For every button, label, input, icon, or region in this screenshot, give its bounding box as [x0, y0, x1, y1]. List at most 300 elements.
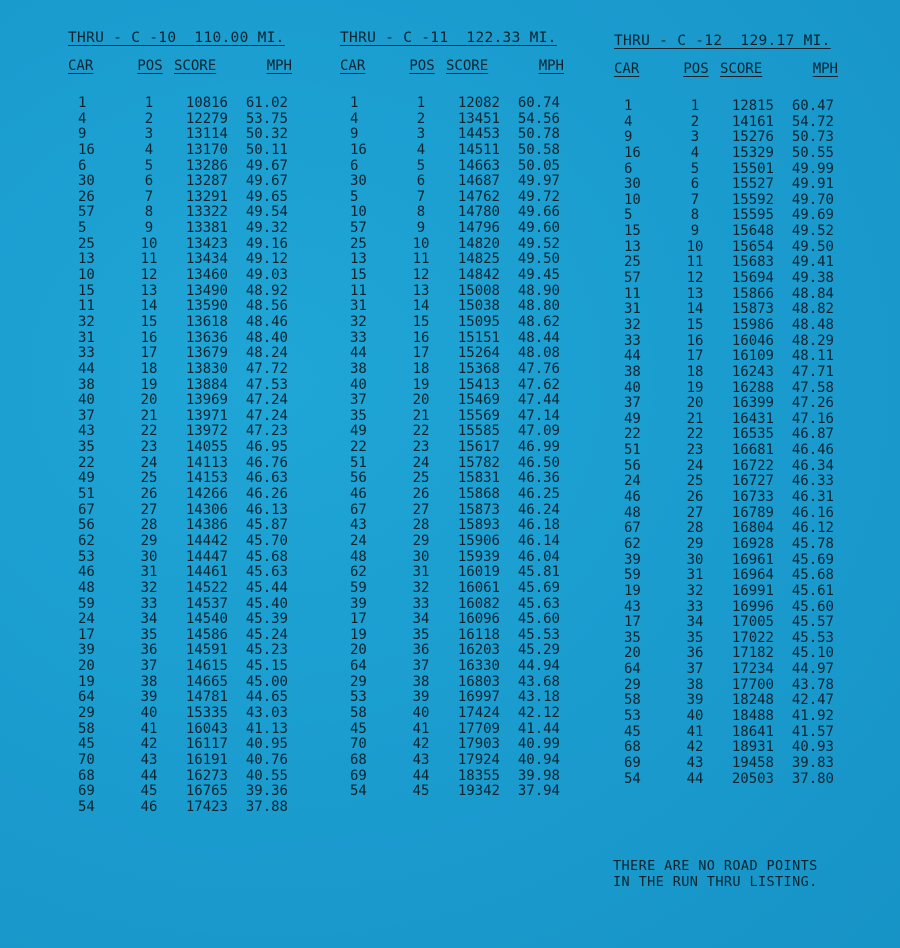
mph-cell: 40.94 — [517, 751, 560, 768]
score-cell: 18641 — [731, 723, 774, 740]
car-number-cell: 17 — [78, 626, 95, 643]
score-cell: 15329 — [731, 144, 774, 161]
car-number-cell: 35 — [350, 407, 367, 424]
mph-cell: 49.67 — [245, 157, 288, 174]
mph-cell: 46.14 — [517, 532, 560, 549]
score-cell: 13971 — [185, 407, 228, 424]
table-row — [68, 800, 292, 816]
score-cell: 13287 — [185, 173, 228, 190]
score-cell: 16243 — [731, 363, 774, 380]
car-number-cell: 25 — [78, 235, 95, 252]
position-cell: 15 — [686, 316, 704, 333]
score-cell: 16681 — [731, 442, 774, 459]
score-cell: 13114 — [185, 126, 228, 143]
mph-cell: 49.16 — [245, 235, 288, 252]
mph-cell: 45.69 — [791, 551, 834, 568]
table-row — [68, 268, 292, 284]
table-row — [68, 534, 292, 550]
mph-cell: 49.52 — [517, 235, 560, 252]
score-cell: 15592 — [731, 191, 774, 208]
car-number-cell: 38 — [350, 360, 367, 377]
car-number-cell: 5 — [350, 188, 359, 205]
header-pos: POS — [137, 58, 163, 74]
car-number-cell: 19 — [350, 626, 367, 643]
car-number-cell: 11 — [78, 298, 95, 315]
column-headers — [340, 58, 564, 96]
table-row — [614, 255, 838, 271]
table-row — [68, 127, 292, 143]
score-cell: 15038 — [457, 298, 500, 315]
position-cell: 22 — [686, 426, 704, 443]
score-cell: 16118 — [457, 626, 500, 643]
footnote-line-1: THERE ARE NO ROAD POINTS — [613, 858, 818, 874]
mph-cell: 48.29 — [791, 332, 834, 349]
car-number-cell: 1 — [78, 95, 87, 111]
score-cell: 18488 — [731, 707, 774, 724]
position-cell: 17 — [686, 348, 704, 365]
car-number-cell: 54 — [78, 798, 95, 815]
mph-cell: 48.24 — [245, 345, 288, 362]
score-cell: 15831 — [457, 470, 500, 487]
car-number-cell: 46 — [624, 489, 641, 506]
car-number-cell: 64 — [350, 658, 367, 675]
car-number-cell: 68 — [350, 751, 367, 768]
position-cell: 25 — [140, 470, 158, 487]
footnote-line-2: IN THE RUN THRU LISTING. — [613, 874, 818, 890]
car-number-cell: 31 — [350, 298, 367, 315]
score-cell: 14113 — [185, 454, 228, 471]
mph-cell: 40.93 — [791, 739, 834, 756]
car-number-cell: 16 — [78, 141, 95, 158]
car-number-cell: 54 — [350, 783, 367, 800]
mph-cell: 47.14 — [517, 407, 560, 424]
mph-cell: 45.60 — [517, 611, 560, 628]
table-row — [614, 271, 838, 287]
position-cell: 21 — [412, 407, 430, 424]
car-number-cell: 13 — [350, 251, 367, 268]
score-cell: 16733 — [731, 489, 774, 506]
score-cell: 16961 — [731, 551, 774, 568]
score-cell: 13322 — [185, 204, 228, 221]
table-row — [614, 396, 838, 412]
position-cell: 5 — [416, 157, 426, 174]
mph-cell: 49.67 — [245, 173, 288, 190]
mph-cell: 41.92 — [791, 707, 834, 724]
car-number-cell: 30 — [350, 173, 367, 190]
mph-cell: 48.46 — [245, 313, 288, 330]
mph-cell: 47.24 — [245, 392, 288, 409]
mph-cell: 45.70 — [245, 532, 288, 549]
car-number-cell: 33 — [350, 329, 367, 346]
position-cell: 29 — [412, 532, 430, 549]
header-score: SCORE — [720, 61, 763, 77]
score-cell: 12082 — [457, 95, 500, 111]
score-cell: 15095 — [457, 313, 500, 330]
table-row — [68, 581, 292, 597]
table-row — [68, 252, 292, 268]
mph-cell: 45.63 — [245, 564, 288, 581]
car-number-cell: 32 — [350, 313, 367, 330]
table-row — [340, 581, 564, 597]
position-cell: 45 — [140, 783, 158, 800]
score-cell: 14615 — [185, 658, 228, 675]
mph-cell: 47.09 — [517, 423, 560, 440]
mph-cell: 49.54 — [245, 204, 288, 221]
mph-cell: 47.16 — [791, 410, 834, 427]
table-row — [614, 568, 838, 584]
table-row — [68, 205, 292, 221]
table-row — [68, 440, 292, 456]
mph-cell: 45.00 — [245, 673, 288, 690]
table-row — [68, 174, 292, 190]
position-cell: 42 — [686, 739, 704, 756]
position-cell: 37 — [140, 658, 158, 675]
position-cell: 31 — [140, 564, 158, 581]
mph-cell: 47.62 — [517, 376, 560, 393]
score-cell: 16203 — [457, 642, 500, 659]
position-cell: 19 — [412, 376, 430, 393]
table-row — [340, 784, 564, 800]
table-row — [68, 753, 292, 769]
position-cell: 13 — [686, 285, 704, 302]
car-number-cell: 45 — [78, 736, 95, 753]
position-cell: 29 — [686, 535, 704, 552]
score-cell: 17424 — [457, 704, 500, 721]
mph-cell: 48.82 — [791, 301, 834, 318]
table-row — [614, 224, 838, 240]
score-cell: 18248 — [731, 692, 774, 709]
mph-cell: 39.98 — [517, 767, 560, 784]
mph-cell: 61.02 — [245, 95, 288, 111]
score-cell: 16431 — [731, 410, 774, 427]
car-number-cell: 13 — [78, 251, 95, 268]
car-number-cell: 59 — [78, 595, 95, 612]
score-cell: 13170 — [185, 141, 228, 158]
position-cell: 30 — [686, 551, 704, 568]
car-number-cell: 49 — [350, 423, 367, 440]
car-number-cell: 16 — [350, 141, 367, 158]
score-cell: 16330 — [457, 658, 500, 675]
car-number-cell: 53 — [78, 548, 95, 565]
position-cell: 42 — [140, 736, 158, 753]
car-number-cell: 48 — [78, 579, 95, 596]
car-number-cell: 44 — [78, 360, 95, 377]
car-number-cell: 4 — [350, 110, 359, 127]
position-cell: 16 — [686, 332, 704, 349]
position-cell: 16 — [412, 329, 430, 346]
position-cell: 40 — [412, 704, 430, 721]
mph-cell: 49.97 — [517, 173, 560, 190]
position-cell: 15 — [412, 313, 430, 330]
table-row — [68, 471, 292, 487]
mph-cell: 60.74 — [517, 95, 560, 111]
mph-cell: 46.50 — [517, 454, 560, 471]
mph-cell: 45.23 — [245, 642, 288, 659]
table-row — [68, 362, 292, 378]
score-cell: 14781 — [185, 689, 228, 706]
car-number-cell: 48 — [350, 548, 367, 565]
table-row — [340, 331, 564, 347]
table-row — [614, 287, 838, 303]
table-row — [614, 349, 838, 365]
car-number-cell: 22 — [624, 426, 641, 443]
mph-cell: 45.60 — [791, 598, 834, 615]
results-table-c10 — [68, 30, 292, 815]
table-row — [614, 115, 838, 131]
score-cell: 16765 — [185, 783, 228, 800]
score-cell: 16082 — [457, 595, 500, 612]
mph-cell: 49.38 — [791, 270, 834, 287]
position-cell: 27 — [686, 504, 704, 521]
table-row — [614, 412, 838, 428]
score-cell: 15868 — [457, 486, 500, 503]
car-number-cell: 24 — [78, 611, 95, 628]
score-cell: 15527 — [731, 176, 774, 193]
mph-cell: 45.68 — [791, 567, 834, 584]
car-number-cell: 15 — [624, 223, 641, 240]
score-cell: 16928 — [731, 535, 774, 552]
header-score: SCORE — [174, 58, 217, 74]
mph-cell: 48.92 — [245, 282, 288, 299]
car-number-cell: 40 — [78, 392, 95, 409]
car-number-cell: 15 — [78, 282, 95, 299]
table-row — [68, 737, 292, 753]
table-row — [68, 769, 292, 785]
position-cell: 41 — [412, 720, 430, 737]
car-number-cell: 39 — [78, 642, 95, 659]
score-cell: 14511 — [457, 141, 500, 158]
mph-cell: 40.76 — [245, 751, 288, 768]
mph-cell: 46.87 — [791, 426, 834, 443]
score-cell: 16117 — [185, 736, 228, 753]
table-row — [614, 146, 838, 162]
mph-cell: 45.61 — [791, 582, 834, 599]
score-cell: 14586 — [185, 626, 228, 643]
position-cell: 32 — [686, 582, 704, 599]
score-cell: 14842 — [457, 267, 500, 284]
car-number-cell: 70 — [350, 736, 367, 753]
table-row — [340, 252, 564, 268]
score-cell: 19342 — [457, 783, 500, 800]
position-cell: 2 — [144, 110, 154, 127]
table-row — [68, 346, 292, 362]
header-mph: MPH — [538, 58, 564, 74]
position-cell: 25 — [686, 473, 704, 490]
table-row — [614, 130, 838, 146]
car-number-cell: 56 — [78, 517, 95, 534]
score-cell: 17924 — [457, 751, 500, 768]
table-row — [340, 503, 564, 519]
score-cell: 16804 — [731, 520, 774, 537]
position-cell: 40 — [140, 704, 158, 721]
score-cell: 17234 — [731, 661, 774, 678]
car-number-cell: 24 — [624, 473, 641, 490]
column-headers — [68, 58, 292, 96]
table-row — [614, 678, 838, 694]
score-cell: 13636 — [185, 329, 228, 346]
table-row — [68, 503, 292, 519]
results-table-c11 — [340, 30, 564, 800]
table-row — [340, 471, 564, 487]
score-cell: 13830 — [185, 360, 228, 377]
table-row — [340, 190, 564, 206]
score-cell: 13490 — [185, 282, 228, 299]
mph-cell: 43.78 — [791, 676, 834, 693]
car-number-cell: 64 — [78, 689, 95, 706]
table-row — [340, 628, 564, 644]
table-title: THRU - C -10 110.00 MI. — [68, 30, 285, 46]
table-row — [68, 565, 292, 581]
position-cell: 40 — [686, 707, 704, 724]
car-number-cell: 68 — [78, 767, 95, 784]
score-cell: 15264 — [457, 345, 500, 362]
header-car: CAR — [68, 58, 94, 74]
score-cell: 17022 — [731, 629, 774, 646]
mph-cell: 46.25 — [517, 486, 560, 503]
table-row — [614, 553, 838, 569]
table-row — [68, 424, 292, 440]
mph-cell: 45.15 — [245, 658, 288, 675]
table-row — [340, 550, 564, 566]
position-cell: 14 — [412, 298, 430, 315]
score-cell: 14537 — [185, 595, 228, 612]
mph-cell: 45.29 — [517, 642, 560, 659]
position-cell: 27 — [412, 501, 430, 518]
score-cell: 18355 — [457, 767, 500, 784]
table-row — [614, 662, 838, 678]
table-row — [614, 443, 838, 459]
score-cell: 15648 — [731, 223, 774, 240]
position-cell: 22 — [140, 423, 158, 440]
position-cell: 14 — [686, 301, 704, 318]
position-cell: 10 — [412, 235, 430, 252]
car-number-cell: 67 — [78, 501, 95, 518]
table-row — [340, 565, 564, 581]
position-cell: 26 — [140, 486, 158, 503]
car-number-cell: 30 — [78, 173, 95, 190]
car-number-cell: 29 — [78, 704, 95, 721]
score-cell: 13969 — [185, 392, 228, 409]
mph-cell: 44.97 — [791, 661, 834, 678]
mph-cell: 53.75 — [245, 110, 288, 127]
table-row — [340, 393, 564, 409]
position-cell: 46 — [140, 798, 158, 815]
score-cell: 12815 — [731, 98, 774, 114]
position-cell: 30 — [412, 548, 430, 565]
car-number-cell: 57 — [78, 204, 95, 221]
mph-cell: 45.24 — [245, 626, 288, 643]
mph-cell: 46.16 — [791, 504, 834, 521]
position-cell: 17 — [412, 345, 430, 362]
score-cell: 13423 — [185, 235, 228, 252]
table-row — [68, 487, 292, 503]
position-cell: 41 — [140, 720, 158, 737]
header-pos: POS — [409, 58, 435, 74]
table-row — [614, 646, 838, 662]
mph-cell: 45.68 — [245, 548, 288, 565]
mph-cell: 45.40 — [245, 595, 288, 612]
score-cell: 17903 — [457, 736, 500, 753]
table-row — [340, 362, 564, 378]
mph-cell: 49.70 — [791, 191, 834, 208]
position-cell: 42 — [412, 736, 430, 753]
table-row — [340, 487, 564, 503]
position-cell: 26 — [412, 486, 430, 503]
car-number-cell: 9 — [350, 126, 359, 143]
score-cell: 17700 — [731, 676, 774, 693]
car-number-cell: 26 — [78, 188, 95, 205]
table-row — [68, 315, 292, 331]
position-cell: 9 — [690, 223, 700, 240]
position-cell: 10 — [140, 235, 158, 252]
score-cell: 16109 — [731, 348, 774, 365]
mph-cell: 48.62 — [517, 313, 560, 330]
table-row — [340, 315, 564, 331]
car-number-cell: 43 — [78, 423, 95, 440]
car-number-cell: 29 — [624, 676, 641, 693]
table-row — [68, 706, 292, 722]
score-cell: 16096 — [457, 611, 500, 628]
table-row — [614, 162, 838, 178]
mph-cell: 50.73 — [791, 129, 834, 146]
table-row — [614, 474, 838, 490]
car-number-cell: 57 — [350, 220, 367, 237]
score-cell: 15585 — [457, 423, 500, 440]
car-number-cell: 39 — [350, 595, 367, 612]
table-row — [614, 99, 838, 115]
table-row — [340, 284, 564, 300]
car-number-cell: 46 — [350, 486, 367, 503]
position-cell: 8 — [416, 204, 426, 221]
position-cell: 36 — [140, 642, 158, 659]
position-cell: 39 — [412, 689, 430, 706]
score-cell: 15469 — [457, 392, 500, 409]
mph-cell: 47.76 — [517, 360, 560, 377]
car-number-cell: 51 — [624, 442, 641, 459]
score-cell: 17709 — [457, 720, 500, 737]
mph-cell: 47.44 — [517, 392, 560, 409]
score-cell: 14540 — [185, 611, 228, 628]
table-row — [614, 334, 838, 350]
mph-cell: 45.63 — [517, 595, 560, 612]
table-row — [340, 268, 564, 284]
car-number-cell: 37 — [624, 395, 641, 412]
score-cell: 15906 — [457, 532, 500, 549]
mph-cell: 47.72 — [245, 360, 288, 377]
position-cell: 9 — [144, 220, 154, 237]
position-cell: 23 — [686, 442, 704, 459]
car-number-cell: 19 — [624, 582, 641, 599]
score-cell: 17423 — [185, 798, 228, 815]
mph-cell: 45.44 — [245, 579, 288, 596]
position-cell: 23 — [140, 439, 158, 456]
car-number-cell: 58 — [78, 720, 95, 737]
table-row — [68, 612, 292, 628]
table-row — [614, 318, 838, 334]
table-row — [340, 221, 564, 237]
score-cell: 15873 — [457, 501, 500, 518]
mph-cell: 43.68 — [517, 673, 560, 690]
score-cell: 13972 — [185, 423, 228, 440]
mph-cell: 50.55 — [791, 144, 834, 161]
mph-cell: 48.44 — [517, 329, 560, 346]
table-row — [614, 600, 838, 616]
table-row — [614, 615, 838, 631]
car-number-cell: 38 — [624, 363, 641, 380]
position-cell: 3 — [690, 129, 700, 146]
car-number-cell: 45 — [624, 723, 641, 740]
score-cell: 16722 — [731, 457, 774, 474]
